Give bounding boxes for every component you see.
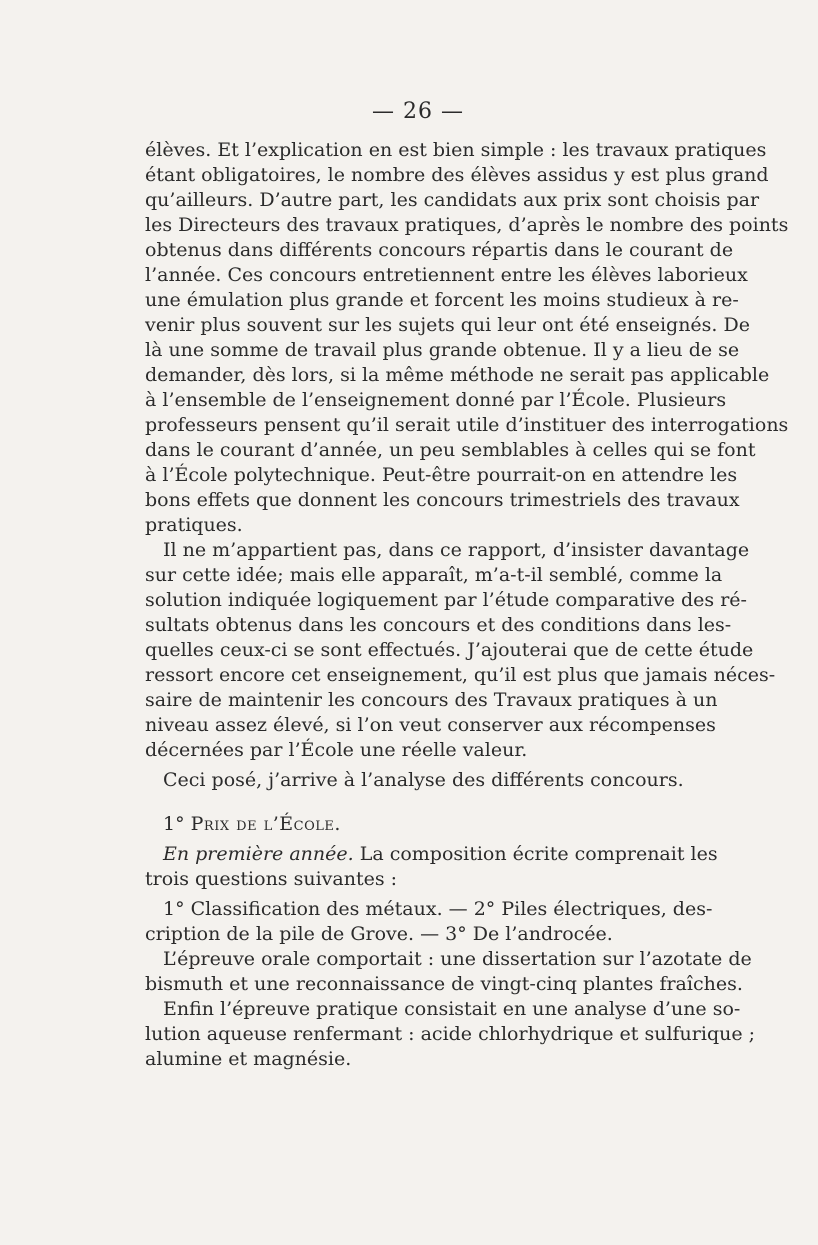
text-line: Ceci posé, j’arrive à l’analyse des différents concours.	[163, 769, 684, 791]
text-line: sultats obtenus dans les concours et des conditions dans les-	[145, 614, 732, 636]
text-line: dans le courant d’année, un peu semblables à celles qui se font	[145, 439, 756, 461]
text-line: lution aqueuse renfermant : acide chlorhydrique et sulfurique ;	[145, 1023, 756, 1045]
text-line: professeurs pensent qu’il serait utile d’instituer des interrogations	[145, 414, 789, 436]
text-line: qu’ailleurs. D’autre part, les candidats aux prix sont choisis par	[145, 189, 760, 211]
text-line	[163, 842, 718, 866]
text-line: quelles ceux-ci se sont effectués. J’ajouterai que de cette étude	[145, 639, 754, 661]
text-line: Il ne m’appartient pas, dans ce rapport, d’insister davantage	[163, 539, 750, 561]
text-line: alumine et magnésie.	[145, 1048, 352, 1070]
section-number: 1°	[163, 813, 185, 835]
text-line: 1° Classification des métaux. — 2° Piles électriques, des-	[163, 898, 713, 920]
section-title: Prix de l’École.	[190, 813, 341, 835]
text-line: saire de maintenir les concours des Travaux pratiques à un	[145, 689, 718, 711]
text-line: à l’École polytechnique. Peut-être pourrait-on en attendre les	[145, 464, 738, 486]
text-line: étant obligatoires, le nombre des élèves assidus y est plus grand	[145, 164, 769, 186]
text-line: une émulation plus grande et forcent les moins studieux à re-	[145, 289, 739, 311]
text-line: sur cette idée; mais elle apparaît, m’a-t-il semblé, comme la	[145, 564, 723, 586]
section-heading	[163, 812, 685, 836]
text-line: solution indiquée logiquement par l’étude comparative des ré-	[145, 589, 747, 611]
text-line: là une somme de travail plus grande obtenue. Il y a lieu de se	[145, 339, 740, 361]
text-line: décernées par l’École une réelle valeur.	[145, 739, 528, 761]
text-span: La composition écrite comprenait les	[353, 843, 718, 865]
text-line: à l’ensemble de l’enseignement donné par l’École. Plusieurs	[145, 389, 727, 411]
text-line: trois questions suivantes :	[145, 868, 398, 890]
text-line: niveau assez élevé, si l’on veut conserver aux récompenses	[145, 714, 716, 736]
text-line: ressort encore cet enseignement, qu’il est plus que jamais néces-	[145, 664, 776, 686]
text-line: demander, dès lors, si la même méthode ne serait pas applicable	[145, 364, 770, 386]
text-line: pratiques.	[145, 514, 243, 536]
text-line: bismuth et une reconnaissance de vingt-cinq plantes fraîches.	[145, 973, 743, 995]
text-line: élèves. Et l’explication en est bien simple : les travaux pratiques	[145, 139, 767, 161]
text-line: venir plus souvent sur les sujets qui leur ont été enseignés. De	[145, 314, 750, 336]
text-line: cription de la pile de Grove. — 3° De l’androcée.	[145, 923, 613, 945]
text-line: les Directeurs des travaux pratiques, d’après le nombre des points	[145, 214, 789, 236]
text-line: obtenus dans différents concours répartis dans le courant de	[145, 239, 734, 261]
text-line: Enfin l’épreuve pratique consistait en une analyse d’une so-	[163, 998, 741, 1020]
text-line: l’année. Ces concours entretiennent entre les élèves laborieux	[145, 264, 748, 286]
year-label: En première année.	[163, 843, 354, 865]
text-line: L’épreuve orale comportait : une dissertation sur l’azotate de	[163, 948, 752, 970]
page-number: — 26 —	[372, 99, 464, 124]
text-line: bons effets que donnent les concours trimestriels des travaux	[145, 489, 740, 511]
